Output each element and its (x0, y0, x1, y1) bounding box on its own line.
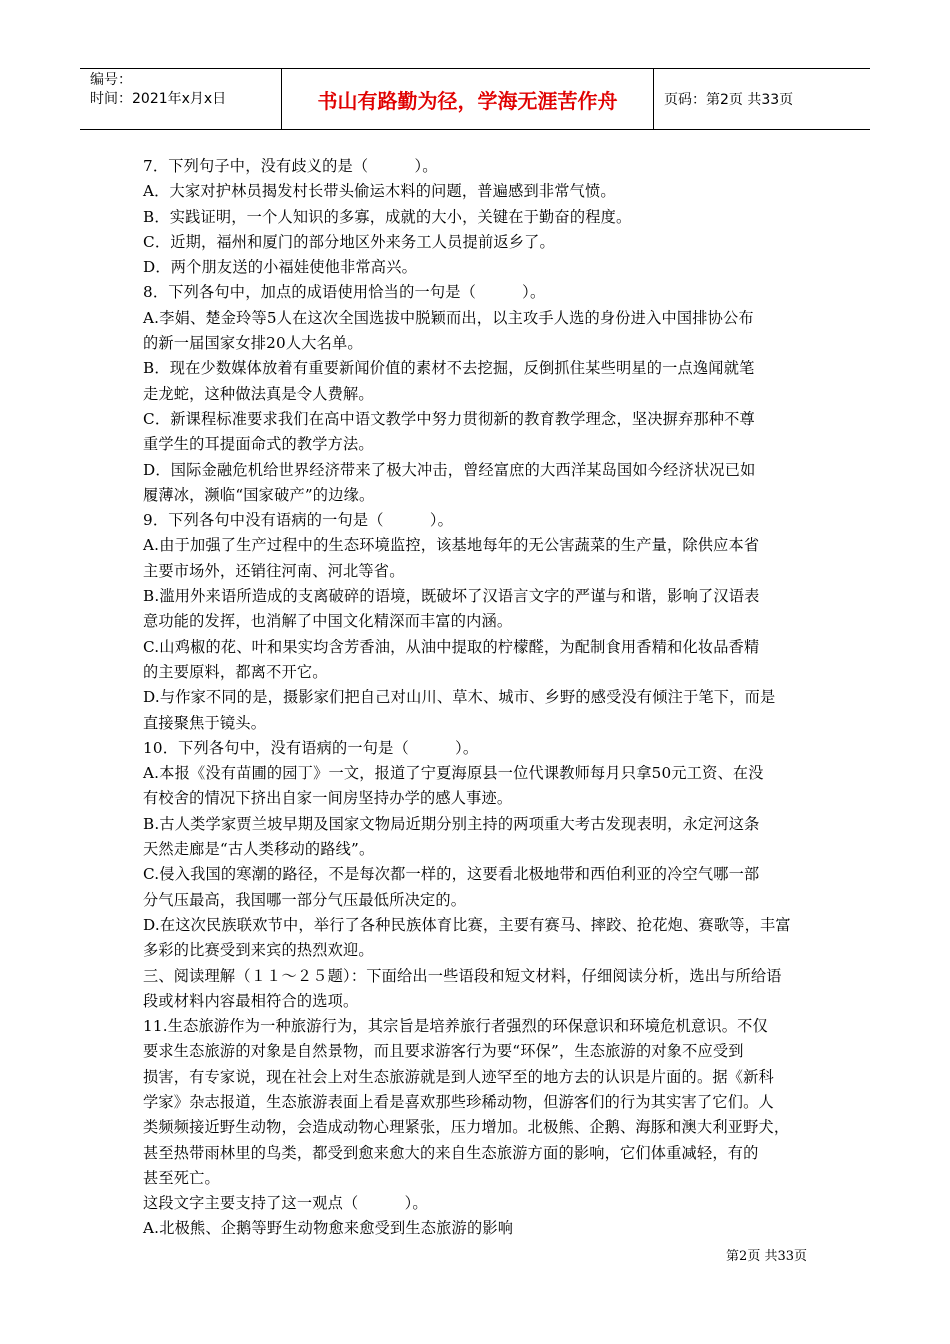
text-line: 走龙蛇，这种做法真是令人费解。 (143, 384, 374, 403)
text-line: C．近期，福州和厦门的部分地区外来务工人员提前返乡了。 (143, 232, 555, 251)
text-line: 天然走廊是“古人类移动的路线”。 (143, 840, 375, 859)
text-line: 主要市场外，还销往河南、河北等省。 (143, 561, 405, 580)
time-label: 时间：2021年x月x日 (90, 91, 227, 107)
number-label: 编号： (90, 72, 132, 88)
text-line: 有校舍的情况下挤出自家一间房坚持办学的感人事迹。 (143, 789, 513, 808)
text-line: 的主要原料，都离不开它。 (143, 662, 328, 681)
text-line: A.本报《没有苗圃的园丁》一文，报道了宁夏海原县一位代课教师每月只拿50元工资、在没 (143, 764, 764, 783)
text-line: C．新课程标准要求我们在高中语文教学中努力贯彻新的教育教学理念，坚决摒弃那种不尊 (143, 409, 755, 428)
text-line: 直接聚焦于镜头。 (143, 713, 267, 732)
text-line: 学家》杂志报道，生态旅游表面上看是喜欢那些珍稀动物，但游客们的行为其实害了它们。人 (143, 1092, 774, 1111)
text-line: B.古人类学家贾兰坡早期及国家文物局近期分别主持的两项重大考古发现表明，永定河这条 (143, 814, 760, 833)
text-line: 这段文字主要支持了这一观点（ ）。 (143, 1194, 428, 1213)
text-line: B.滥用外来语所造成的支离破碎的语境，既破坏了汉语言文字的严谨与和谐，影响了汉语表 (143, 587, 760, 606)
header-meta (80, 69, 282, 129)
text-line: A.由于加强了生产过程中的生态环境监控，该基地每年的无公害蔬菜的生产量，除供应本省 (143, 536, 760, 555)
text-line: 10．下列各句中，没有语病的一句是（ ）。 (143, 738, 479, 757)
text-line: B．现在少数媒体放着有重要新闻价值的素材不去挖掘，反倒抓住某些明星的一点逸闻就笔 (143, 359, 755, 378)
text-line: A．大家对护林员揭发村长带头偷运木料的问题，普遍感到非常气愤。 (143, 182, 616, 201)
text-line: D．国际金融危机给世界经济带来了极大冲击，曾经富庶的大西洋某岛国如今经济状况已如 (143, 460, 756, 479)
text-line: 意功能的发挥，也消解了中国文化精深而丰富的内涵。 (143, 612, 513, 631)
text-line: 7．下列句子中，没有歧义的是（ ）。 (143, 157, 438, 175)
text-line: 的新一届国家女排20人大名单。 (143, 334, 363, 353)
text-line: 8．下列各句中，加点的成语使用恰当的一句是（ ）。 (143, 283, 546, 302)
text-line: 多彩的比赛受到来宾的热烈欢迎。 (143, 941, 374, 960)
text-line: A.北极熊、企鹅等野生动物愈来愈受到生态旅游的影响 (143, 1219, 514, 1238)
text-line: C.侵入我国的寒潮的路径，不是每次都一样的，这要看北极地带和西伯利亚的冷空气哪一部 (143, 865, 760, 884)
text-line: 甚至死亡。 (143, 1168, 220, 1187)
text-line: B．实践证明，一个人知识的多寡，成就的大小，关键在于勤奋的程度。 (143, 207, 632, 226)
text-line: 要求生态旅游的对象是自然景物，而且要求游客行为要“环保”，生态旅游的对象不应受到 (143, 1042, 744, 1061)
text-line: C.山鸡椒的花、叶和果实均含芳香油，从油中提取的柠檬醛，为配制食用香精和化妆品香精 (143, 637, 760, 656)
text-line: 重学生的耳提面命式的教学方法。 (143, 435, 374, 454)
text-line: 9．下列各句中没有语病的一句是（ ）。 (143, 511, 454, 530)
text-line: A.李娟、楚金玲等5人在这次全国选拔中脱颖而出，以主攻手人选的身份进入中国排协公布 (143, 308, 754, 327)
text-line: 甚至热带雨林里的鸟类，都受到愈来愈大的来自生态旅游方面的影响，它们体重减轻，有的 (143, 1143, 759, 1162)
header-motto: 书山有路勤为径，学海无涯苦作舟 (282, 69, 654, 129)
document-body (143, 154, 809, 1242)
text-line: D.在这次民族联欢节中，举行了各种民族体育比赛，主要有赛马、摔跤、抢花炮、赛歌等，丰富 (143, 915, 791, 934)
text-line: D.与作家不同的是，摄影家们把自己对山川、草木、城市、乡野的感受没有倾注于笔下，而是 (143, 688, 776, 707)
text-line: 11.生态旅游作为一种旅游行为，其宗旨是培养旅行者强烈的环保意识和环境危机意识。不仅 (143, 1017, 768, 1036)
page-header (80, 68, 870, 130)
text-line: 损害，有专家说，现在社会上对生态旅游就是到人迹罕至的地方去的认识是片面的。据《新科 (143, 1067, 774, 1086)
text-line: 类频频接近野生动物，会造成动物心理紧张，压力增加。北极熊、企鹅、海豚和澳大利亚野犬， (143, 1118, 790, 1137)
text-line: 三、阅读理解（１１～２５题）：下面给出一些语段和短文材料，仔细阅读分析，选出与所给语 (143, 966, 782, 985)
text-line: 分气压最高，我国哪一部分气压最低所决定的。 (143, 890, 467, 909)
header-page-number: 页码：第2页 共33页 (664, 92, 794, 108)
text-line: D．两个朋友送的小福娃使他非常高兴。 (143, 258, 417, 277)
text-line: 履薄冰，濒临“国家破产”的边缘。 (143, 485, 375, 504)
page-footer: 第2页 共33页 (726, 1249, 807, 1264)
text-line: 段或材料内容最相符合的选项。 (143, 991, 359, 1010)
